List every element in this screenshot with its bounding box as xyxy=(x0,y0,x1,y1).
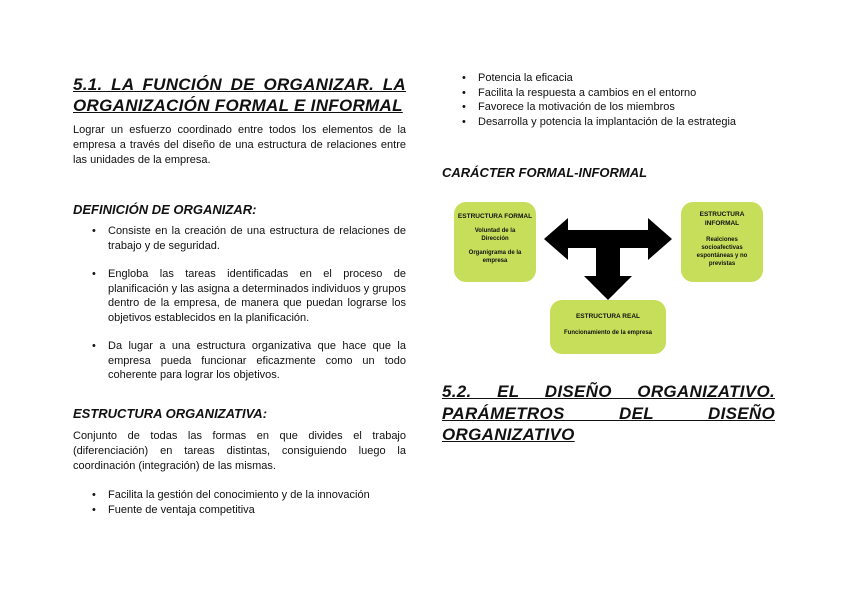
list-item: • Favorece la motivación de los miembros xyxy=(478,100,778,115)
box-text: Organigrama de la empresa xyxy=(468,250,522,264)
box-title: ESTRUCTURA REAL xyxy=(575,313,641,320)
box-title: ESTRUCTURA INFORMAL xyxy=(699,211,745,227)
definition-list xyxy=(108,224,406,383)
list-item: • Consiste en la creación de una estructura de relaciones de trabajo y de seguridad. xyxy=(108,224,406,253)
section-title-5-2 xyxy=(442,381,775,446)
list-item: • Potencia la eficacia xyxy=(478,71,778,86)
title-line: 5.2. EL DISEÑO ORGANIZATIVO. xyxy=(442,382,775,401)
list-item: • Desarrolla y potencia la implantación de la estrategia xyxy=(478,115,778,130)
box-text: Funcionamiento de la empresa xyxy=(563,330,653,336)
structure-paragraph: Conjunto de todas las formas en que divides el trabajo (diferenciación) en tareas distintas, consiguiendo luego la coordinación (integración) de las mismas. xyxy=(73,430,406,472)
title-line: ORGANIZATIVO xyxy=(442,425,575,444)
title-line: ORGANIZACIÓN FORMAL E INFORMAL xyxy=(73,96,403,115)
title-line: PARÁMETROS DEL DISEÑO xyxy=(442,403,775,423)
informal-structure-box xyxy=(681,202,763,282)
box-title: ESTRUCTURA FORMAL xyxy=(457,213,533,220)
structure-list xyxy=(108,488,406,517)
box-text: Voluntad de la Dirección xyxy=(474,228,516,242)
definition-heading: DEFINICIÓN DE ORGANIZAR: xyxy=(73,202,257,217)
list-item: • Da lugar a una estructura organizativa que hace que la empresa pueda funcionar eficazmente como un todo coherente para lograr los objetivos. xyxy=(108,339,406,383)
formal-informal-diagram xyxy=(448,198,768,358)
list-item: • Facilita la gestión del conocimiento y de la innovación xyxy=(108,488,406,503)
arrows-icon xyxy=(544,218,672,300)
formal-structure-box xyxy=(454,202,536,282)
list-item: • Facilita la respuesta a cambios en el entorno xyxy=(478,86,778,101)
benefits-list xyxy=(478,71,778,129)
box-text: Realciones socioafectivas espontáneas y no previstas xyxy=(696,237,748,267)
structure-heading: ESTRUCTURA ORGANIZATIVA: xyxy=(73,406,268,421)
list-item: • Fuente de ventaja competitiva xyxy=(108,503,406,518)
intro-paragraph: Lograr un esfuerzo coordinado entre todos los elementos de la empresa a través del diseño de una estructura de relaciones entre las unidades de la empresa. xyxy=(73,124,406,166)
title-line: 5.1. LA FUNCIÓN DE ORGANIZAR. LA xyxy=(73,75,406,94)
list-item: • Engloba las tareas identificadas en el proceso de planificación y las asigna a determinados individuos y grupos dentro de la empresa, de manera que puedan lograrse los objetivos establecidos en la planificación. xyxy=(108,267,406,325)
caracter-heading: CARÁCTER FORMAL-INFORMAL xyxy=(442,165,648,180)
real-structure-box xyxy=(550,300,666,354)
section-title-5-1 xyxy=(73,74,406,116)
